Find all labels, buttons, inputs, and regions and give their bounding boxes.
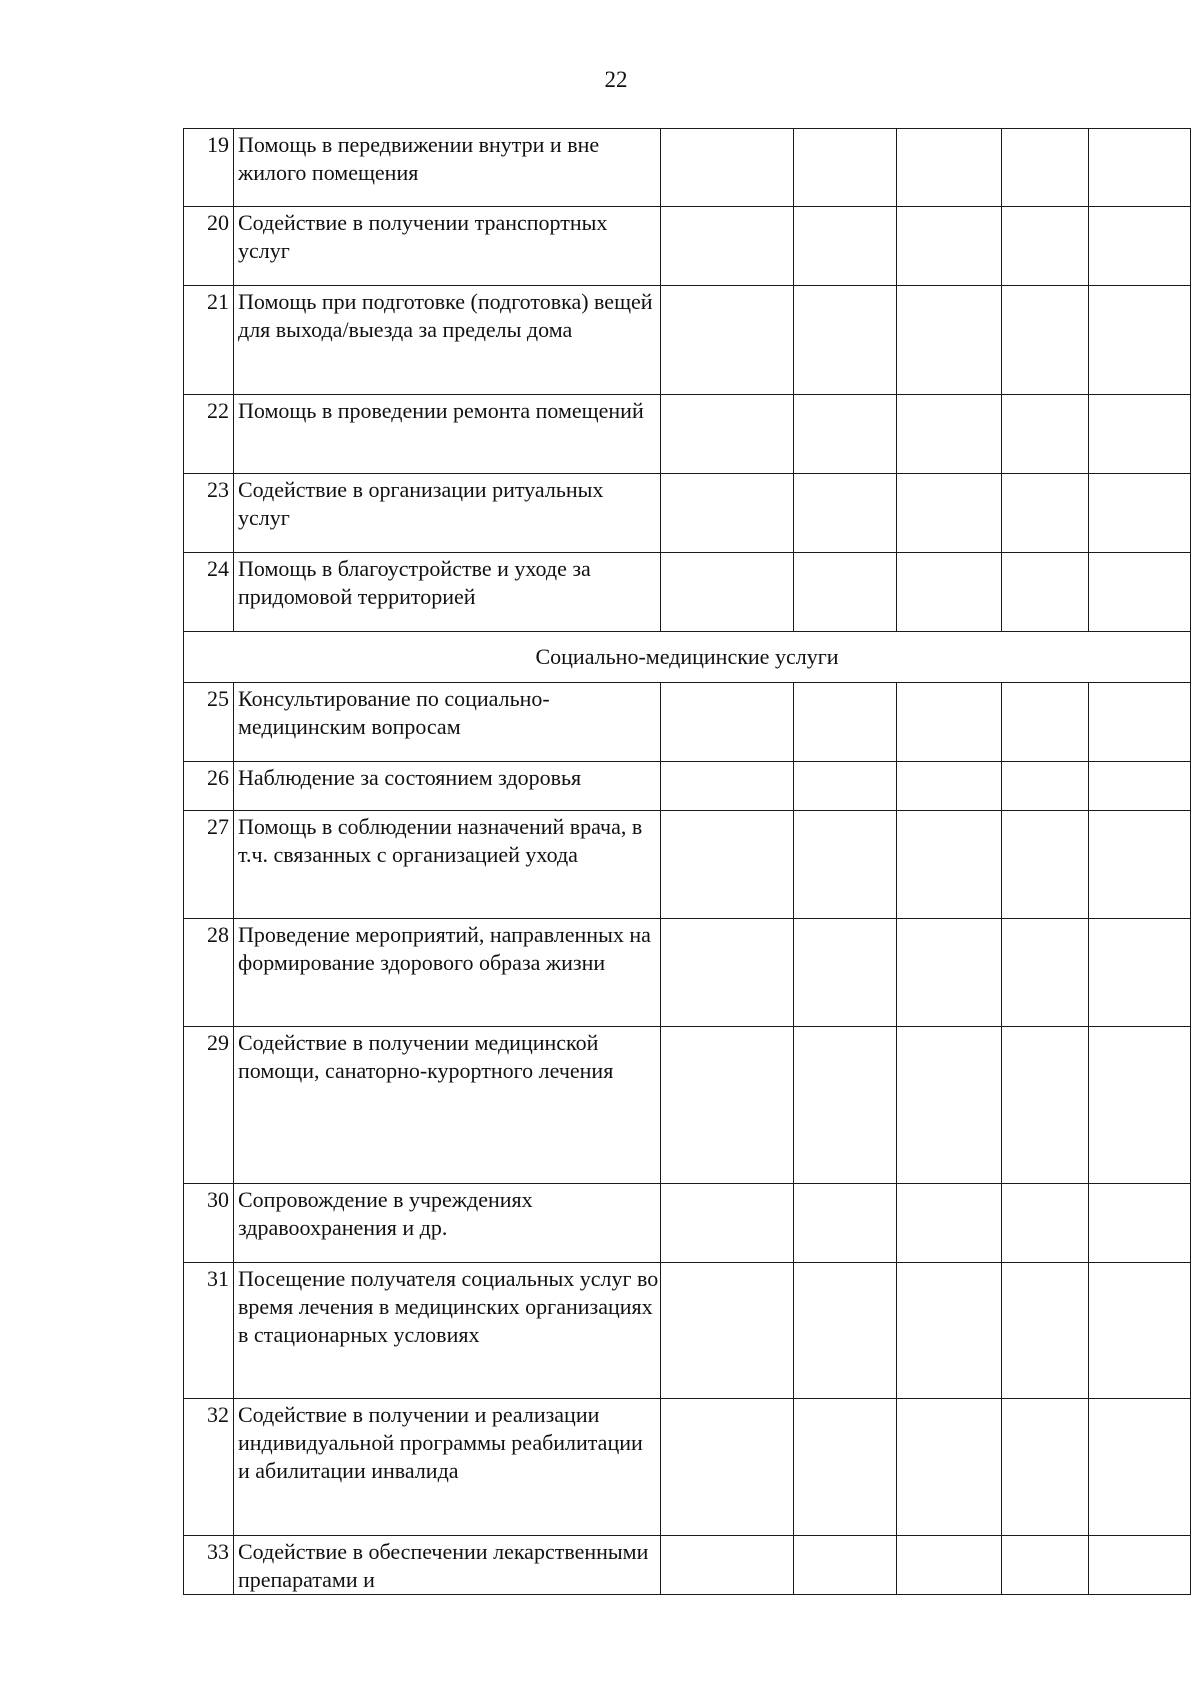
table-row: [184, 919, 1191, 1027]
empty-cell: [897, 286, 1002, 395]
row-number: 30: [184, 1184, 234, 1263]
empty-cell: [897, 1184, 1002, 1263]
empty-cell: [794, 286, 897, 395]
empty-cell: [661, 207, 794, 286]
empty-cell: [897, 474, 1002, 553]
service-name: Помощь в передвижении внутри и вне жилого помещения: [234, 129, 661, 207]
empty-cell: [1002, 1027, 1089, 1184]
empty-cell: [1002, 286, 1089, 395]
table-row: [184, 474, 1191, 553]
section-row: [184, 632, 1191, 683]
empty-cell: [661, 1399, 794, 1536]
empty-cell: [1089, 474, 1191, 553]
empty-cell: [794, 683, 897, 762]
empty-cell: [1089, 286, 1191, 395]
empty-cell: [897, 129, 1002, 207]
service-name: Содействие в получении медицинской помощи, санаторно-курортного лечения: [234, 1027, 661, 1184]
service-name: Проведение мероприятий, направленных на формирование здорового образа жизни: [234, 919, 661, 1027]
empty-cell: [794, 1027, 897, 1184]
empty-cell: [897, 395, 1002, 474]
empty-cell: [794, 811, 897, 919]
row-number: 24: [184, 553, 234, 632]
table-row: [184, 683, 1191, 762]
empty-cell: [661, 919, 794, 1027]
empty-cell: [661, 1263, 794, 1399]
empty-cell: [1002, 1263, 1089, 1399]
table-row: [184, 286, 1191, 395]
service-name: Наблюдение за состоянием здоровья: [234, 762, 661, 811]
empty-cell: [661, 474, 794, 553]
empty-cell: [1089, 1399, 1191, 1536]
empty-cell: [794, 474, 897, 553]
empty-cell: [1002, 683, 1089, 762]
service-name: Помощь в проведении ремонта помещений: [234, 395, 661, 474]
empty-cell: [897, 811, 1002, 919]
page-number: 22: [604, 67, 628, 92]
empty-cell: [1089, 1027, 1191, 1184]
table-row: [184, 553, 1191, 632]
empty-cell: [1002, 474, 1089, 553]
table-row: [184, 129, 1191, 207]
empty-cell: [1089, 553, 1191, 632]
row-number: 29: [184, 1027, 234, 1184]
table-row: [184, 1399, 1191, 1536]
empty-cell: [794, 207, 897, 286]
services-table: [183, 128, 1191, 1595]
service-name: Содействие в обеспечении лекарственными препаратами и: [234, 1536, 661, 1595]
empty-cell: [897, 762, 1002, 811]
empty-cell: [1089, 811, 1191, 919]
empty-cell: [1002, 129, 1089, 207]
empty-cell: [794, 395, 897, 474]
table-row: [184, 1027, 1191, 1184]
empty-cell: [897, 683, 1002, 762]
row-number: 22: [184, 395, 234, 474]
empty-cell: [794, 553, 897, 632]
empty-cell: [897, 1536, 1002, 1595]
empty-cell: [1089, 1536, 1191, 1595]
row-number: 20: [184, 207, 234, 286]
row-number: 33: [184, 1536, 234, 1595]
empty-cell: [1002, 1399, 1089, 1536]
empty-cell: [661, 553, 794, 632]
empty-cell: [1089, 683, 1191, 762]
table-row: [184, 207, 1191, 286]
table-row: [184, 395, 1191, 474]
empty-cell: [1089, 207, 1191, 286]
empty-cell: [794, 762, 897, 811]
empty-cell: [661, 395, 794, 474]
empty-cell: [1002, 207, 1089, 286]
row-number: 32: [184, 1399, 234, 1536]
empty-cell: [661, 811, 794, 919]
empty-cell: [1089, 395, 1191, 474]
empty-cell: [794, 919, 897, 1027]
service-name: Содействие в получении и реализации индивидуальной программы реабилитации и абилитации инвалида: [234, 1399, 661, 1536]
empty-cell: [794, 1536, 897, 1595]
row-number: 21: [184, 286, 234, 395]
service-name: Содействие в получении транспортных услуг: [234, 207, 661, 286]
empty-cell: [897, 919, 1002, 1027]
empty-cell: [794, 129, 897, 207]
empty-cell: [897, 1027, 1002, 1184]
empty-cell: [1089, 1263, 1191, 1399]
empty-cell: [661, 129, 794, 207]
service-name: Содействие в организации ритуальных услуг: [234, 474, 661, 553]
empty-cell: [1089, 1184, 1191, 1263]
empty-cell: [1002, 762, 1089, 811]
row-number: 31: [184, 1263, 234, 1399]
table-row: [184, 811, 1191, 919]
service-name: Помощь при подготовке (подготовка) вещей для выхода/выезда за пределы дома: [234, 286, 661, 395]
services-table-body: [184, 129, 1191, 1595]
row-number: 25: [184, 683, 234, 762]
table-row: [184, 1536, 1191, 1595]
section-title: Социально-медицинские услуги: [184, 632, 1191, 683]
empty-cell: [661, 1184, 794, 1263]
row-number: 27: [184, 811, 234, 919]
empty-cell: [897, 1399, 1002, 1536]
service-name: Помощь в благоустройстве и уходе за придомовой территорией: [234, 553, 661, 632]
row-number: 19: [184, 129, 234, 207]
empty-cell: [1089, 762, 1191, 811]
table-row: [184, 1263, 1191, 1399]
empty-cell: [1002, 1536, 1089, 1595]
row-number: 28: [184, 919, 234, 1027]
empty-cell: [1089, 129, 1191, 207]
empty-cell: [661, 683, 794, 762]
empty-cell: [661, 286, 794, 395]
empty-cell: [897, 207, 1002, 286]
row-number: 23: [184, 474, 234, 553]
empty-cell: [1089, 919, 1191, 1027]
service-name: Консультирование по социально-медицинским вопросам: [234, 683, 661, 762]
service-name: Посещение получателя социальных услуг во время лечения в медицинских организациях в стационарных условиях: [234, 1263, 661, 1399]
empty-cell: [897, 1263, 1002, 1399]
empty-cell: [1002, 553, 1089, 632]
empty-cell: [1002, 1184, 1089, 1263]
empty-cell: [897, 553, 1002, 632]
service-name: Сопровождение в учреждениях здравоохранения и др.: [234, 1184, 661, 1263]
empty-cell: [1002, 395, 1089, 474]
empty-cell: [661, 1027, 794, 1184]
empty-cell: [1002, 811, 1089, 919]
empty-cell: [661, 1536, 794, 1595]
empty-cell: [661, 762, 794, 811]
table-row: [184, 762, 1191, 811]
empty-cell: [794, 1184, 897, 1263]
table-row: [184, 1184, 1191, 1263]
service-name: Помощь в соблюдении назначений врача, в т.ч. связанных с организацией ухода: [234, 811, 661, 919]
empty-cell: [794, 1263, 897, 1399]
empty-cell: [794, 1399, 897, 1536]
empty-cell: [1002, 919, 1089, 1027]
row-number: 26: [184, 762, 234, 811]
